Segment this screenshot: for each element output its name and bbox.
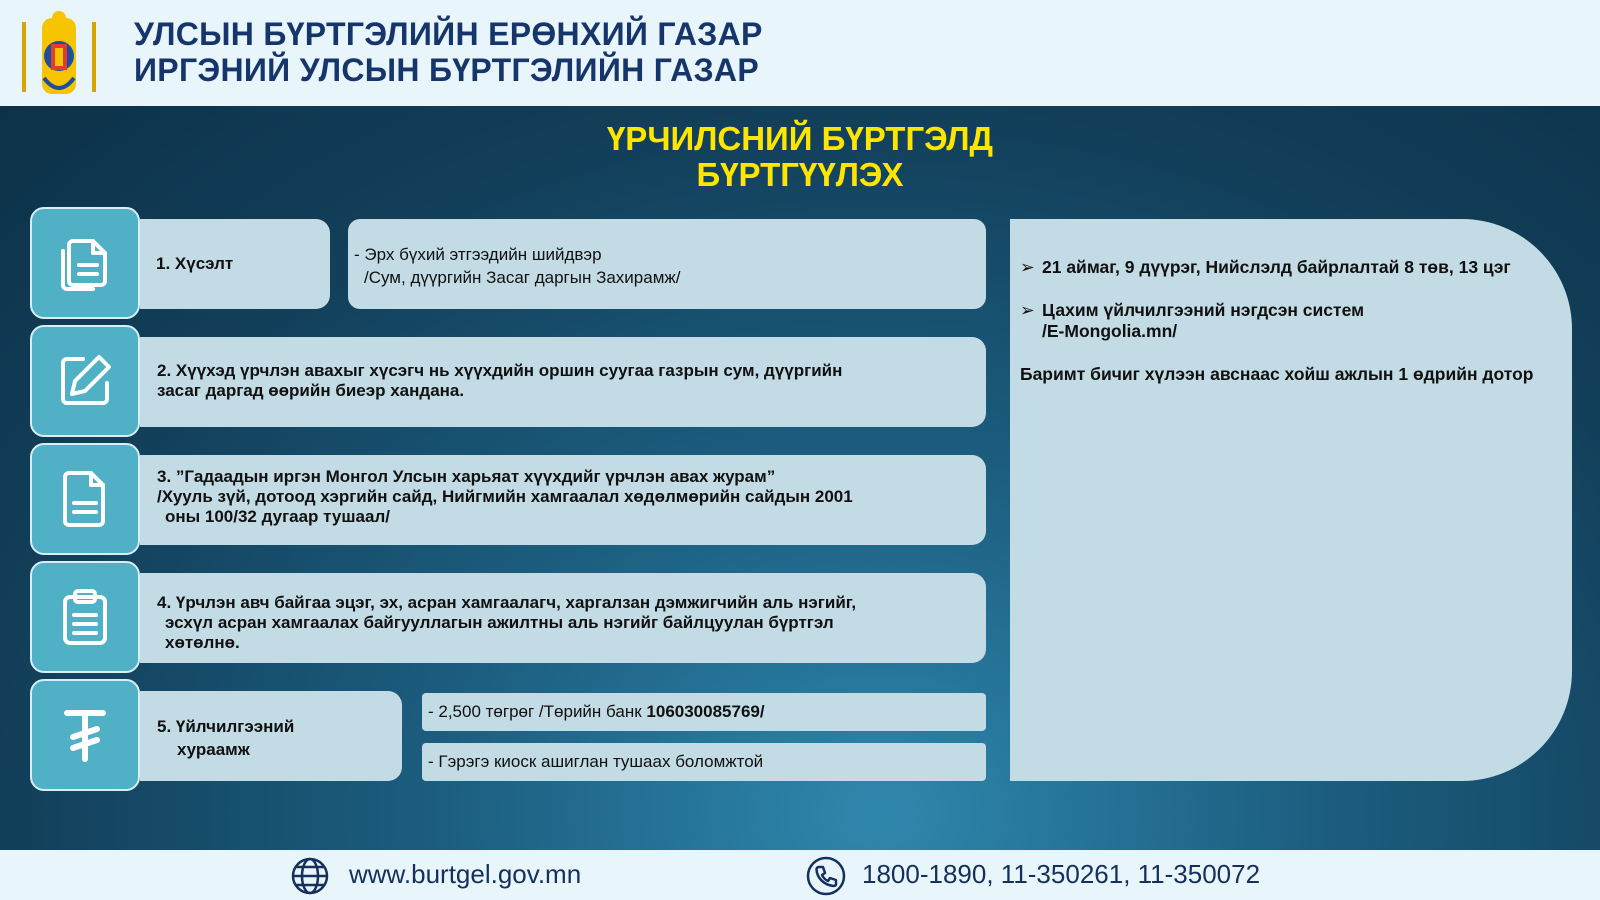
step-3-line-3: оны 100/32 дугаар тушаал/ [165, 507, 390, 526]
step-1-label-card [140, 219, 330, 309]
step-5-label-line-2: хураамж [177, 740, 250, 759]
step-4-line-1: 4. Үрчлэн авч байгаа эцэг, эх, асран хамгаалагч, харгалзан дэмжигчийн аль нэгийг, [157, 593, 857, 612]
edit-pencil-icon [53, 349, 117, 413]
bank-account-number: 106030085769/ [646, 702, 765, 721]
page-title-line-1: ҮРЧИЛСНИЙ БҮРТГЭЛД [606, 120, 994, 157]
step-2-line-1: 2. Хүүхэд үрчлэн авахыг хүсэгч нь хүүхдийн оршин суугаа газрын сум, дүүргийн [157, 361, 843, 380]
footer [0, 850, 1600, 900]
phone-numbers[interactable]: 1800-1890, 11-350261, 11-350072 [862, 859, 1261, 889]
tugrik-icon [53, 703, 117, 767]
e-service-text: Цахим үйлчилгээний нэгдсэн систем [1042, 300, 1365, 320]
org-name-line-1: УЛСЫН БҮРТГЭЛИЙН ЕРӨНХИЙ ГАЗАР [134, 16, 763, 52]
step-1-detail-line-1: - Эрх бүхий этгээдийн шийдвэр [354, 245, 602, 264]
step-4-icon-box [30, 561, 140, 673]
step-2-line-2: засаг даргад өөрийн биеэр хандана. [157, 381, 465, 400]
info-side-panel [1010, 219, 1572, 781]
step-5-label-card [140, 691, 402, 781]
page-title-line-2: БҮРТГҮҮЛЭХ [696, 156, 904, 193]
step-4-line-2: эсхүл асран хамгаалах байгууллагын ажилтны аль нэгийг байлцуулан бүртгэл [165, 613, 834, 632]
clipboard-icon [53, 585, 117, 649]
document-copy-icon [53, 231, 117, 295]
service-locations-text: 21 аймаг, 9 дүүрэг, Нийслэлд байрлалтай 8 төв, 13 цэг [1042, 257, 1511, 277]
step-3-line-1: 3. ”Гадаадын иргэн Монгол Улсын харьяат хүүхдийг үрчлэн авах журам” [157, 467, 776, 486]
kiosk-text: - Гэрэгэ киоск ашиглан тушаах боломжтой [428, 752, 764, 771]
step-5-fee-card [422, 693, 986, 731]
org-name-line-2: ИРГЭНИЙ УЛСЫН БҮРТГЭЛИЙН ГАЗАР [134, 52, 759, 88]
step-5-label-line-1: 5. Үйлчилгээний [157, 717, 295, 736]
main-panel [0, 106, 1600, 850]
header [0, 0, 1600, 106]
step-3-icon-box [30, 443, 140, 555]
state-emblem-icon [14, 8, 104, 100]
document-icon [53, 467, 117, 531]
e-mongolia-link-text: /E-Mongolia.mn/ [1042, 321, 1178, 341]
step-3-card [140, 455, 986, 545]
arrow-bullet-icon: ➢ [1020, 300, 1035, 320]
step-4-card [140, 573, 986, 663]
step-2-icon-box [30, 325, 140, 437]
step-5-kiosk-card [422, 743, 986, 781]
step-3-line-2: /Хууль зүй, дотоод хэргийн сайд, Нийгмийн хамгаалал хөдөлмөрийн сайдын 2001 [157, 487, 853, 506]
arrow-bullet-icon: ➢ [1020, 257, 1035, 277]
step-1-icon-box [30, 207, 140, 319]
step-2-card [140, 337, 986, 427]
processing-time-note: Баримт бичиг хүлээн авснаас хойш ажлын 1 өдрийн дотор [1020, 364, 1534, 384]
phone-icon [806, 856, 846, 896]
website-link[interactable]: www.burtgel.gov.mn [349, 859, 582, 889]
service-locations-bullet [1020, 257, 1534, 278]
fee-text: - 2,500 төгрөг /Төрийн банк [428, 702, 647, 721]
step-1-detail-line-2: /Сум, дүүргийн Засаг даргын Захирамж/ [364, 268, 681, 287]
step-5-icon-box [30, 679, 140, 791]
step-1-label: 1. Хүсэлт [156, 254, 234, 273]
step-4-line-3: хөтөлнө. [165, 633, 240, 652]
globe-icon [290, 856, 330, 896]
step-1-detail-card [348, 219, 986, 309]
e-service-bullet [1020, 300, 1534, 342]
